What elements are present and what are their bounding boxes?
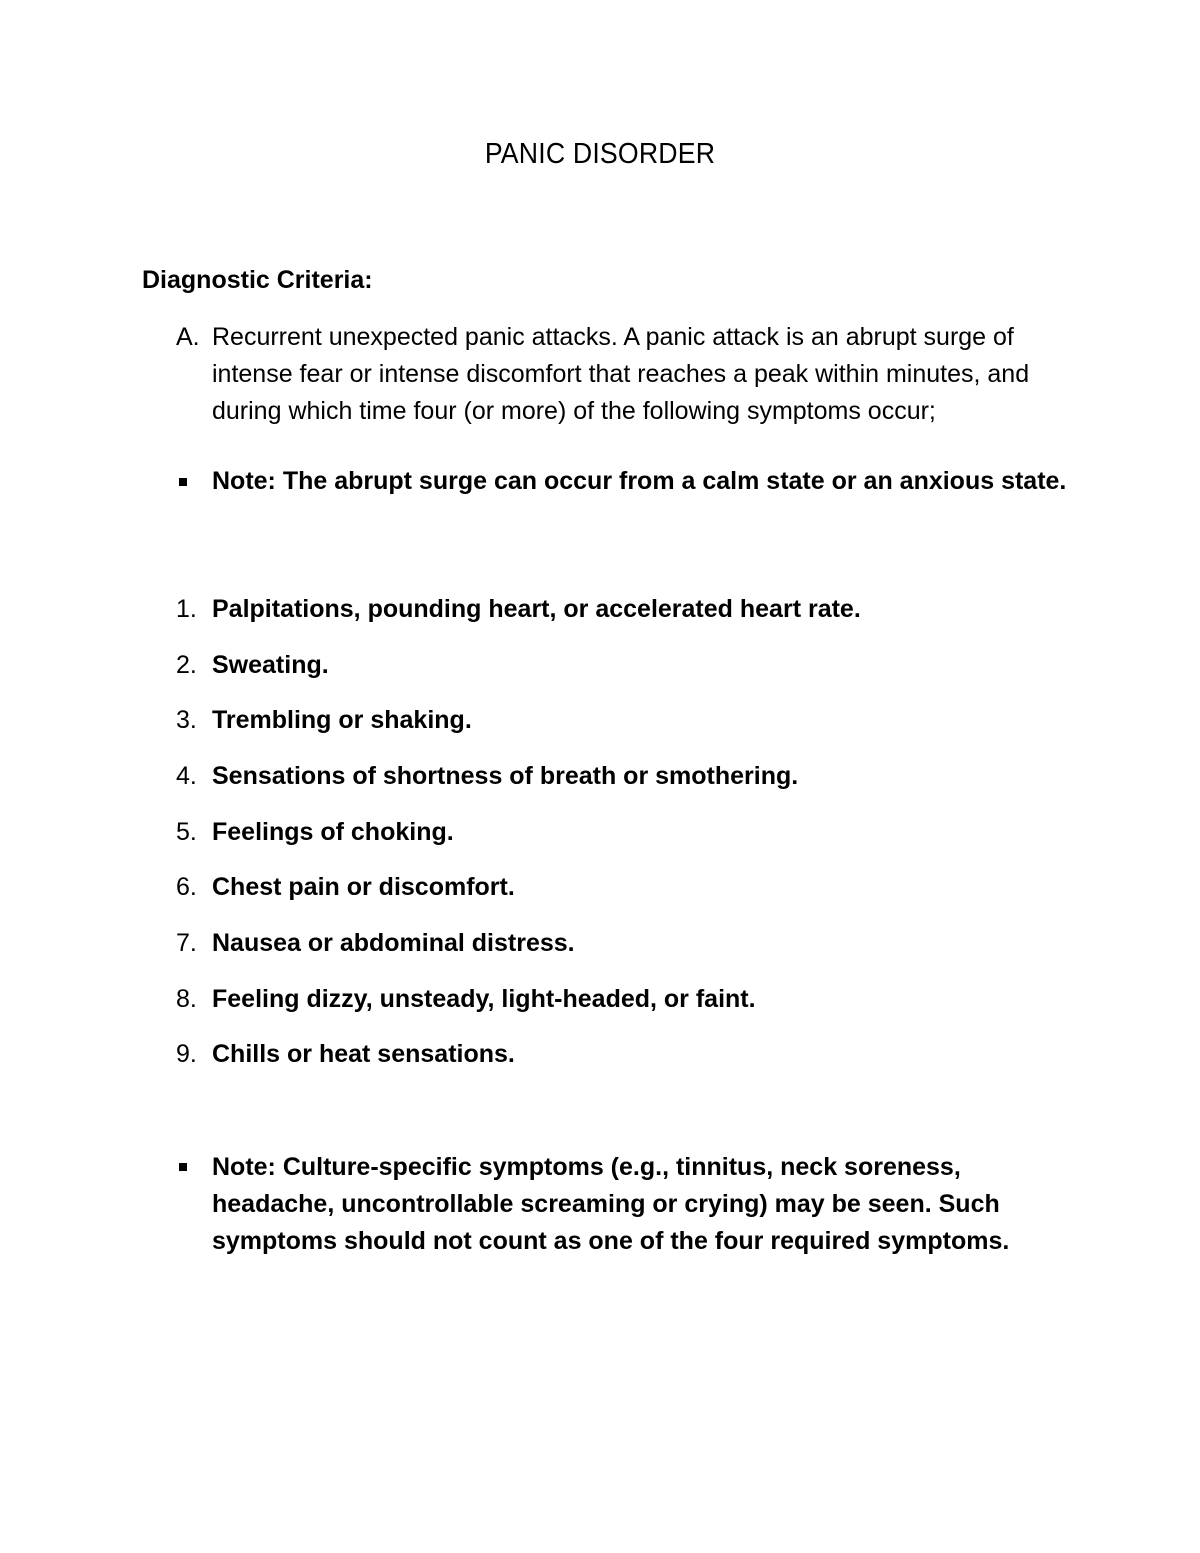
criterion-a-marker: A. xyxy=(176,323,200,351)
list-item-number: 9. xyxy=(176,1040,197,1068)
list-item-number: 1. xyxy=(176,595,197,623)
list-item-text: Feeling dizzy, unsteady, light-headed, or faint. xyxy=(212,985,756,1013)
list-item-number: 8. xyxy=(176,985,197,1013)
list-item-text: Palpitations, pounding heart, or accelerated heart rate. xyxy=(212,595,861,623)
list-item-number: 6. xyxy=(176,873,197,901)
list-item-text: Sweating. xyxy=(212,651,329,679)
bullet-icon xyxy=(179,1163,187,1171)
list-item-text: Trembling or shaking. xyxy=(212,706,472,734)
list-item-text: Chest pain or discomfort. xyxy=(212,873,515,901)
list-item xyxy=(0,758,1200,795)
list-item xyxy=(0,869,1200,906)
list-item xyxy=(0,981,1200,1018)
list-item-text: Chills or heat sensations. xyxy=(212,1040,515,1068)
note-culture-specific: Note: Culture-specific symptoms (e.g., tinnitus, neck soreness, headache, uncontrollable screaming or crying) may be seen. Such symptoms should not count as one of the four required symptoms. xyxy=(212,1153,1010,1255)
bullet-icon xyxy=(179,478,187,486)
note-calm-state: Note: The abrupt surge can occur from a calm state or an anxious state. xyxy=(212,467,1067,495)
criterion-a-text: Recurrent unexpected panic attacks. A panic attack is an abrupt surge of intense fear or intense discomfort that reaches a peak within minutes, and during which time four (or more) of the following symptoms occur; xyxy=(212,323,1030,425)
list-item-number: 5. xyxy=(176,818,197,846)
list-item xyxy=(0,814,1200,851)
list-item xyxy=(0,591,1200,628)
list-item xyxy=(0,647,1200,684)
section-heading: Diagnostic Criteria: xyxy=(142,266,373,294)
list-item xyxy=(0,925,1200,962)
list-item-text: Nausea or abdominal distress. xyxy=(212,929,575,957)
list-item-number: 3. xyxy=(176,706,197,734)
list-item-number: 2. xyxy=(176,651,197,679)
list-item xyxy=(0,702,1200,739)
list-item-number: 7. xyxy=(176,929,197,957)
document-title: PANIC DISORDER xyxy=(484,138,716,170)
list-item xyxy=(0,1036,1200,1073)
list-item-text: Feelings of choking. xyxy=(212,818,454,846)
list-item-number: 4. xyxy=(176,762,197,790)
list-item-text: Sensations of shortness of breath or smothering. xyxy=(212,762,799,790)
